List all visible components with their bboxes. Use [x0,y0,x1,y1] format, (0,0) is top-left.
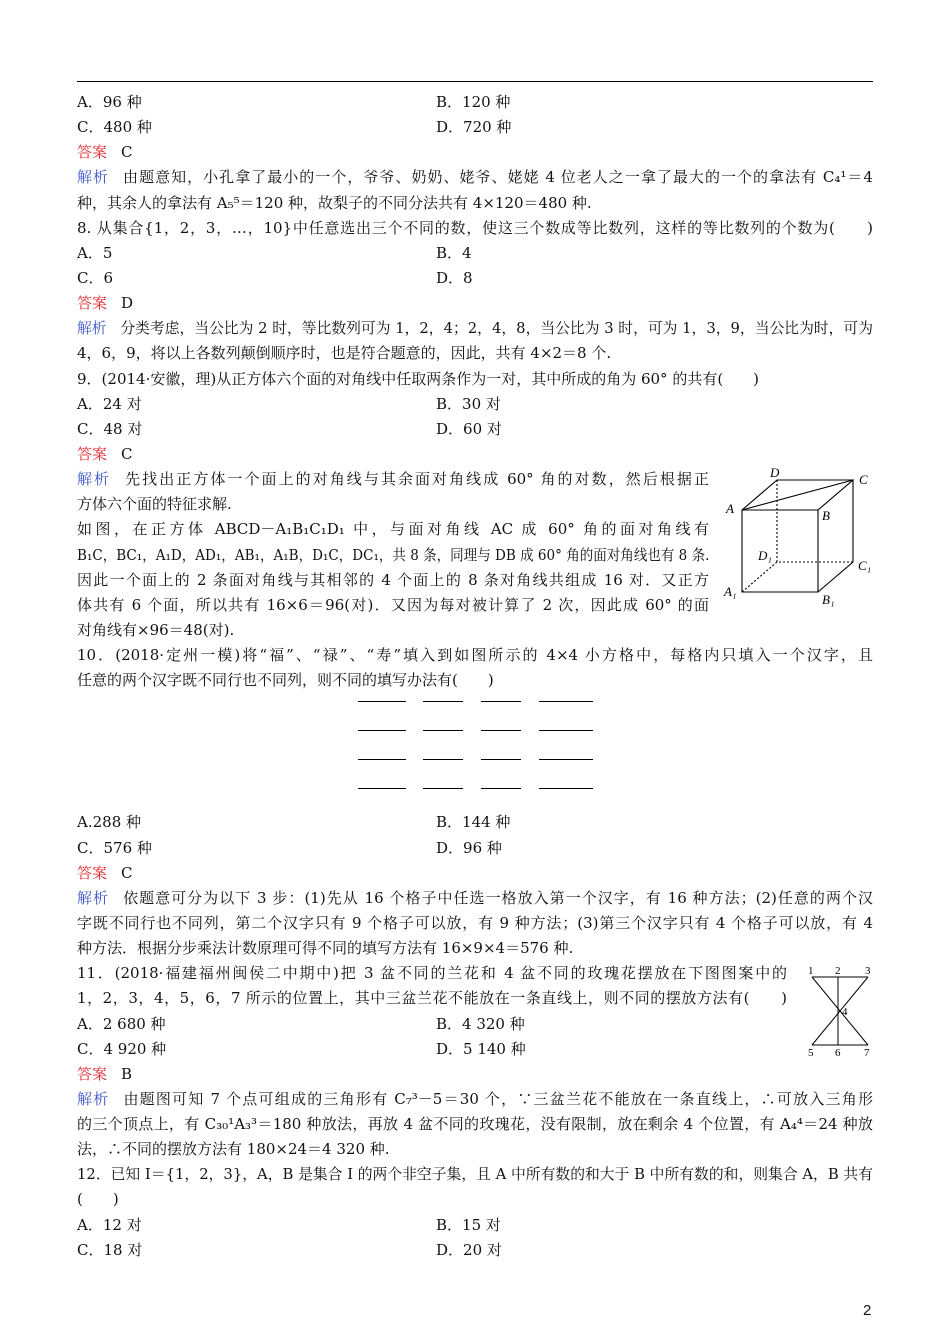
option-choice: A.288 种 [77,813,141,832]
line-content [77,936,573,961]
grid-blank-line [539,730,593,731]
line-content [77,618,234,643]
grid-blank-line [481,759,521,760]
text-content: 方体六个面的特征求解. [77,495,232,514]
text-content: 字既不同行也不同列，第二个汉字只有 9 个格子可以放，有 9 种方法；(3)第三个汉字只有 4 个格子可以放，有 4 [77,913,873,932]
text-content: 种，其余人的拿法有 A₅⁵＝120 种，故梨子的不同分法共有 4×120＝480 种. [77,193,592,212]
fill-grid-4x4 [77,693,873,810]
option-choice: A．24 对 [77,394,142,413]
text-line [77,367,873,392]
text-content: 10．(2018·定州一模)将“福”、“禄”、“寿”填入到如图所示的 4×4 小方格中，每格内只填入一个汉字，且 [77,646,873,665]
answer-value: C [121,143,133,162]
option-row [77,241,873,266]
analysis-line [77,316,873,341]
point-label-5: 5 [808,1047,814,1058]
grid-blank-line [423,701,463,702]
text-content: ( ) [77,1190,119,1209]
option-choice: D．8 [436,268,473,287]
cube-label-c: C [859,472,868,487]
grid-blank-line [358,759,406,760]
text-content: 法，∴不同的摆放方法有 180×24＝4 320 种. [77,1140,390,1159]
option-choice: C．480 种 [77,118,152,137]
text-content: 种方法．根据分步乘法计数原理可得不同的填写方法有 16×9×4＝576 种. [77,939,574,958]
text-line [77,492,709,517]
option-row [77,115,873,140]
point-label-7: 7 [864,1047,870,1058]
line-content [77,961,787,986]
option-row [77,836,873,861]
line-content [77,1137,390,1162]
point-label-6: 6 [835,1047,841,1058]
text-line [77,643,873,668]
analysis-label: 解析 [77,319,107,338]
cube-label-b: B [822,508,830,523]
grid-blank-line [539,701,593,702]
option-choice: B．4 320 种 [436,1014,525,1033]
grid-blank-line [539,788,593,789]
text-content: 先找出正方体一个面上的对角线与其余面对角线成 60° 角的对数，然后根据正 [125,470,709,489]
point-label-1: 1 [808,965,814,977]
answer-label: 答案 [77,143,108,162]
grid-blank-line [481,788,521,789]
option-choice: D．20 对 [436,1240,502,1259]
point-label-4: 4 [842,1006,848,1018]
text-line [77,986,787,1011]
line-content [77,165,873,190]
line-content [77,911,873,936]
option-choice: C．18 对 [77,1240,143,1259]
answer-label: 答案 [77,294,108,313]
line-content [77,341,611,366]
cube-label-a: A [726,501,734,516]
line-content [77,1187,119,1212]
text-line [77,543,709,568]
answer-value: C [121,863,133,882]
answer-label: 答案 [77,863,108,882]
hourglass-figure [800,958,880,1058]
line-content [77,1087,873,1112]
line-content [77,861,133,886]
cube-label-a1: A₁ [724,584,737,599]
answer-value: B [121,1064,133,1083]
option-row [77,1238,873,1263]
analysis-label: 解析 [77,168,110,187]
grid-blank-line [481,701,521,702]
text-line [77,1137,873,1162]
text-content: 11．(2018·福建福州闽侯二中期中)把 3 盆不同的兰花和 4 盆不同的玫瑰花摆放在下图图案中的 [77,964,787,983]
point-label-2: 2 [835,965,841,977]
text-content: 如图，在正方体 ABCD－A₁B₁C₁D₁ 中，与面对角线 AC 成 60° 角的面对角线有 [77,520,709,539]
line-content [77,140,133,165]
line-content [77,442,133,467]
grid-blank-line [423,730,463,731]
analysis-line [77,467,709,492]
line-content [77,986,787,1011]
text-content: 分类考虑，当公比为 2 时，等比数列可为 1，2，4；2，4，8，当公比为 3 时，可为 1，3，9，当公比为时，可为 [120,319,873,338]
option-row [77,392,873,417]
line-content [77,593,709,618]
grid-blank-line [358,788,406,789]
option-choice: C．48 对 [77,419,143,438]
line-content [77,492,232,517]
option-row [77,417,873,442]
analysis-label: 解析 [77,888,110,907]
text-content: B₁C，BC₁，A₁D，AD₁，AB₁，A₁B，D₁C，DC₁，共 8 条，同理与 DB 成 60° 角的面对角线也有 8 条. [77,545,710,564]
text-line [77,1187,873,1212]
answer-line [77,140,873,165]
answer-line [77,291,873,316]
line-content [77,367,759,392]
line-content [77,517,709,542]
cube-figure [720,462,880,612]
answer-label: 答案 [77,444,108,463]
text-content: 依题意可分为以下 3 步：(1)先从 16 个格子中任选一格放入第一个汉字，有 16 种方法；(2)任意的两个汉 [123,888,873,907]
grid-blank-line [423,759,463,760]
text-content: 4，6，9，将以上各数列颠倒顺序时，也是符合题意的，因此，共有 4×2＝8 个. [77,344,612,363]
option-row [77,810,873,835]
grid-blank-line [481,730,521,731]
text-line [77,936,873,961]
grid-blank-line [358,730,406,731]
text-line [77,1112,873,1137]
text-line [77,1162,873,1187]
option-choice: B．15 对 [436,1215,501,1234]
option-choice: A．5 [77,243,113,262]
option-choice: C．4 920 种 [77,1039,167,1058]
answer-label: 答案 [77,1064,108,1083]
text-content: 的三个顶点上，有 C₃₀¹A₃³＝180 种放法，再放 4 盆不同的玫瑰花，没有限制，放在剩余 4 个位置，有 A₄⁴＝24 种放 [77,1115,873,1134]
text-content: 8. 从集合{1，2，3，…，10}中任意选出三个不同的数，使这三个数成等比数列，这样的等比数列的个数为( ) [77,218,873,237]
option-row [77,266,873,291]
option-row [77,1012,873,1037]
text-line [77,618,709,643]
text-line [77,341,873,366]
grid-blank-line [423,788,463,789]
text-content: 任意的两个汉字既不同行也不同列，则不同的填写办法有( ) [77,671,494,690]
header-rule [77,81,873,82]
option-row [77,1213,873,1238]
line-content [77,1162,873,1187]
document-body [77,90,873,1263]
option-choice: D．720 种 [436,118,512,137]
text-content: 12．已知 I＝{1，2，3}，A，B 是集合 I 的两个非空子集，且 A 中所有数的和大于 B 中所有数的和，则集合 A，B 共有 [77,1165,873,1184]
line-content [77,216,873,241]
line-content [77,668,494,693]
line-content [77,643,873,668]
line-content [77,886,873,911]
option-choice: A．2 680 种 [77,1014,166,1033]
option-row [77,90,873,115]
option-choice: B．120 种 [436,93,511,111]
text-line [77,911,873,936]
line-content [77,543,709,568]
answer-line [77,861,873,886]
line-content [77,316,873,341]
page-number: 2 [863,1302,872,1319]
text-line [77,517,709,542]
line-content [77,1062,132,1087]
option-row [77,1037,873,1062]
line-content [77,467,709,492]
analysis-label: 解析 [77,1089,110,1108]
line-content [77,568,709,593]
text-content: 由题意知，小孔拿了最小的一个，爷爷、奶奶、姥爷、姥姥 4 位老人之一拿了最大的一个的拿法有 C₄¹＝4 [123,168,873,187]
option-choice: C．6 [77,268,114,287]
point-label-3: 3 [865,965,871,977]
cube-label-c1: C₁ [858,558,872,573]
grid-blank-line [358,701,406,702]
text-line [77,216,873,241]
option-choice: C．576 种 [77,838,152,857]
option-choice: D．60 对 [436,419,502,438]
option-choice: B．144 种 [436,813,511,832]
text-content: 体共有 6 个面，所以共有 16×6＝96(对)．又因为每对被计算了 2 次，因此成 60° 的面 [77,595,709,614]
text-line [77,668,873,693]
answer-line [77,1062,873,1087]
analysis-label: 解析 [77,470,112,489]
cube-label-d1: D₁ [758,548,772,563]
analysis-line [77,165,873,190]
line-content [77,291,133,316]
text-content: 由题图可知 7 个点可组成的三角形有 C₇³－5＝30 个，∵三盆兰花不能放在一条直线上，∴可放入三角形 [123,1089,873,1108]
answer-value: D [121,294,134,313]
option-choice: A．12 对 [77,1215,142,1234]
option-choice: D．96 种 [436,838,502,857]
analysis-line [77,886,873,911]
text-line [77,568,709,593]
cube-label-d: D [770,465,780,480]
text-content: 9．(2014·安徽，理)从正方体六个面的对角线中任取两条作为一对，其中所成的角为 60° 的共有( ) [77,369,760,388]
option-choice: D．5 140 种 [436,1039,526,1058]
line-content [77,191,592,216]
option-choice: B．4 [436,243,472,262]
text-content: 因此一个面上的 2 条面对角线与其相邻的 4 个面上的 8 条对角线共组成 16 对．又正方 [77,570,709,589]
text-line [77,191,873,216]
text-line [77,961,787,986]
option-choice: A．96 种 [77,93,142,111]
analysis-line [77,1087,873,1112]
cube-label-b1: B₁ [822,592,835,607]
option-choice: B．30 对 [436,394,501,413]
text-content: 对角线有×96＝48(对). [77,620,235,639]
grid-blank-line [539,759,593,760]
text-content: 1，2，3，4，5，6，7 所示的位置上，其中三盆兰花不能放在一条直线上，则不同的摆放方法有( ) [77,989,787,1008]
line-content [77,1112,873,1137]
text-line [77,593,709,618]
answer-value: C [121,444,133,463]
